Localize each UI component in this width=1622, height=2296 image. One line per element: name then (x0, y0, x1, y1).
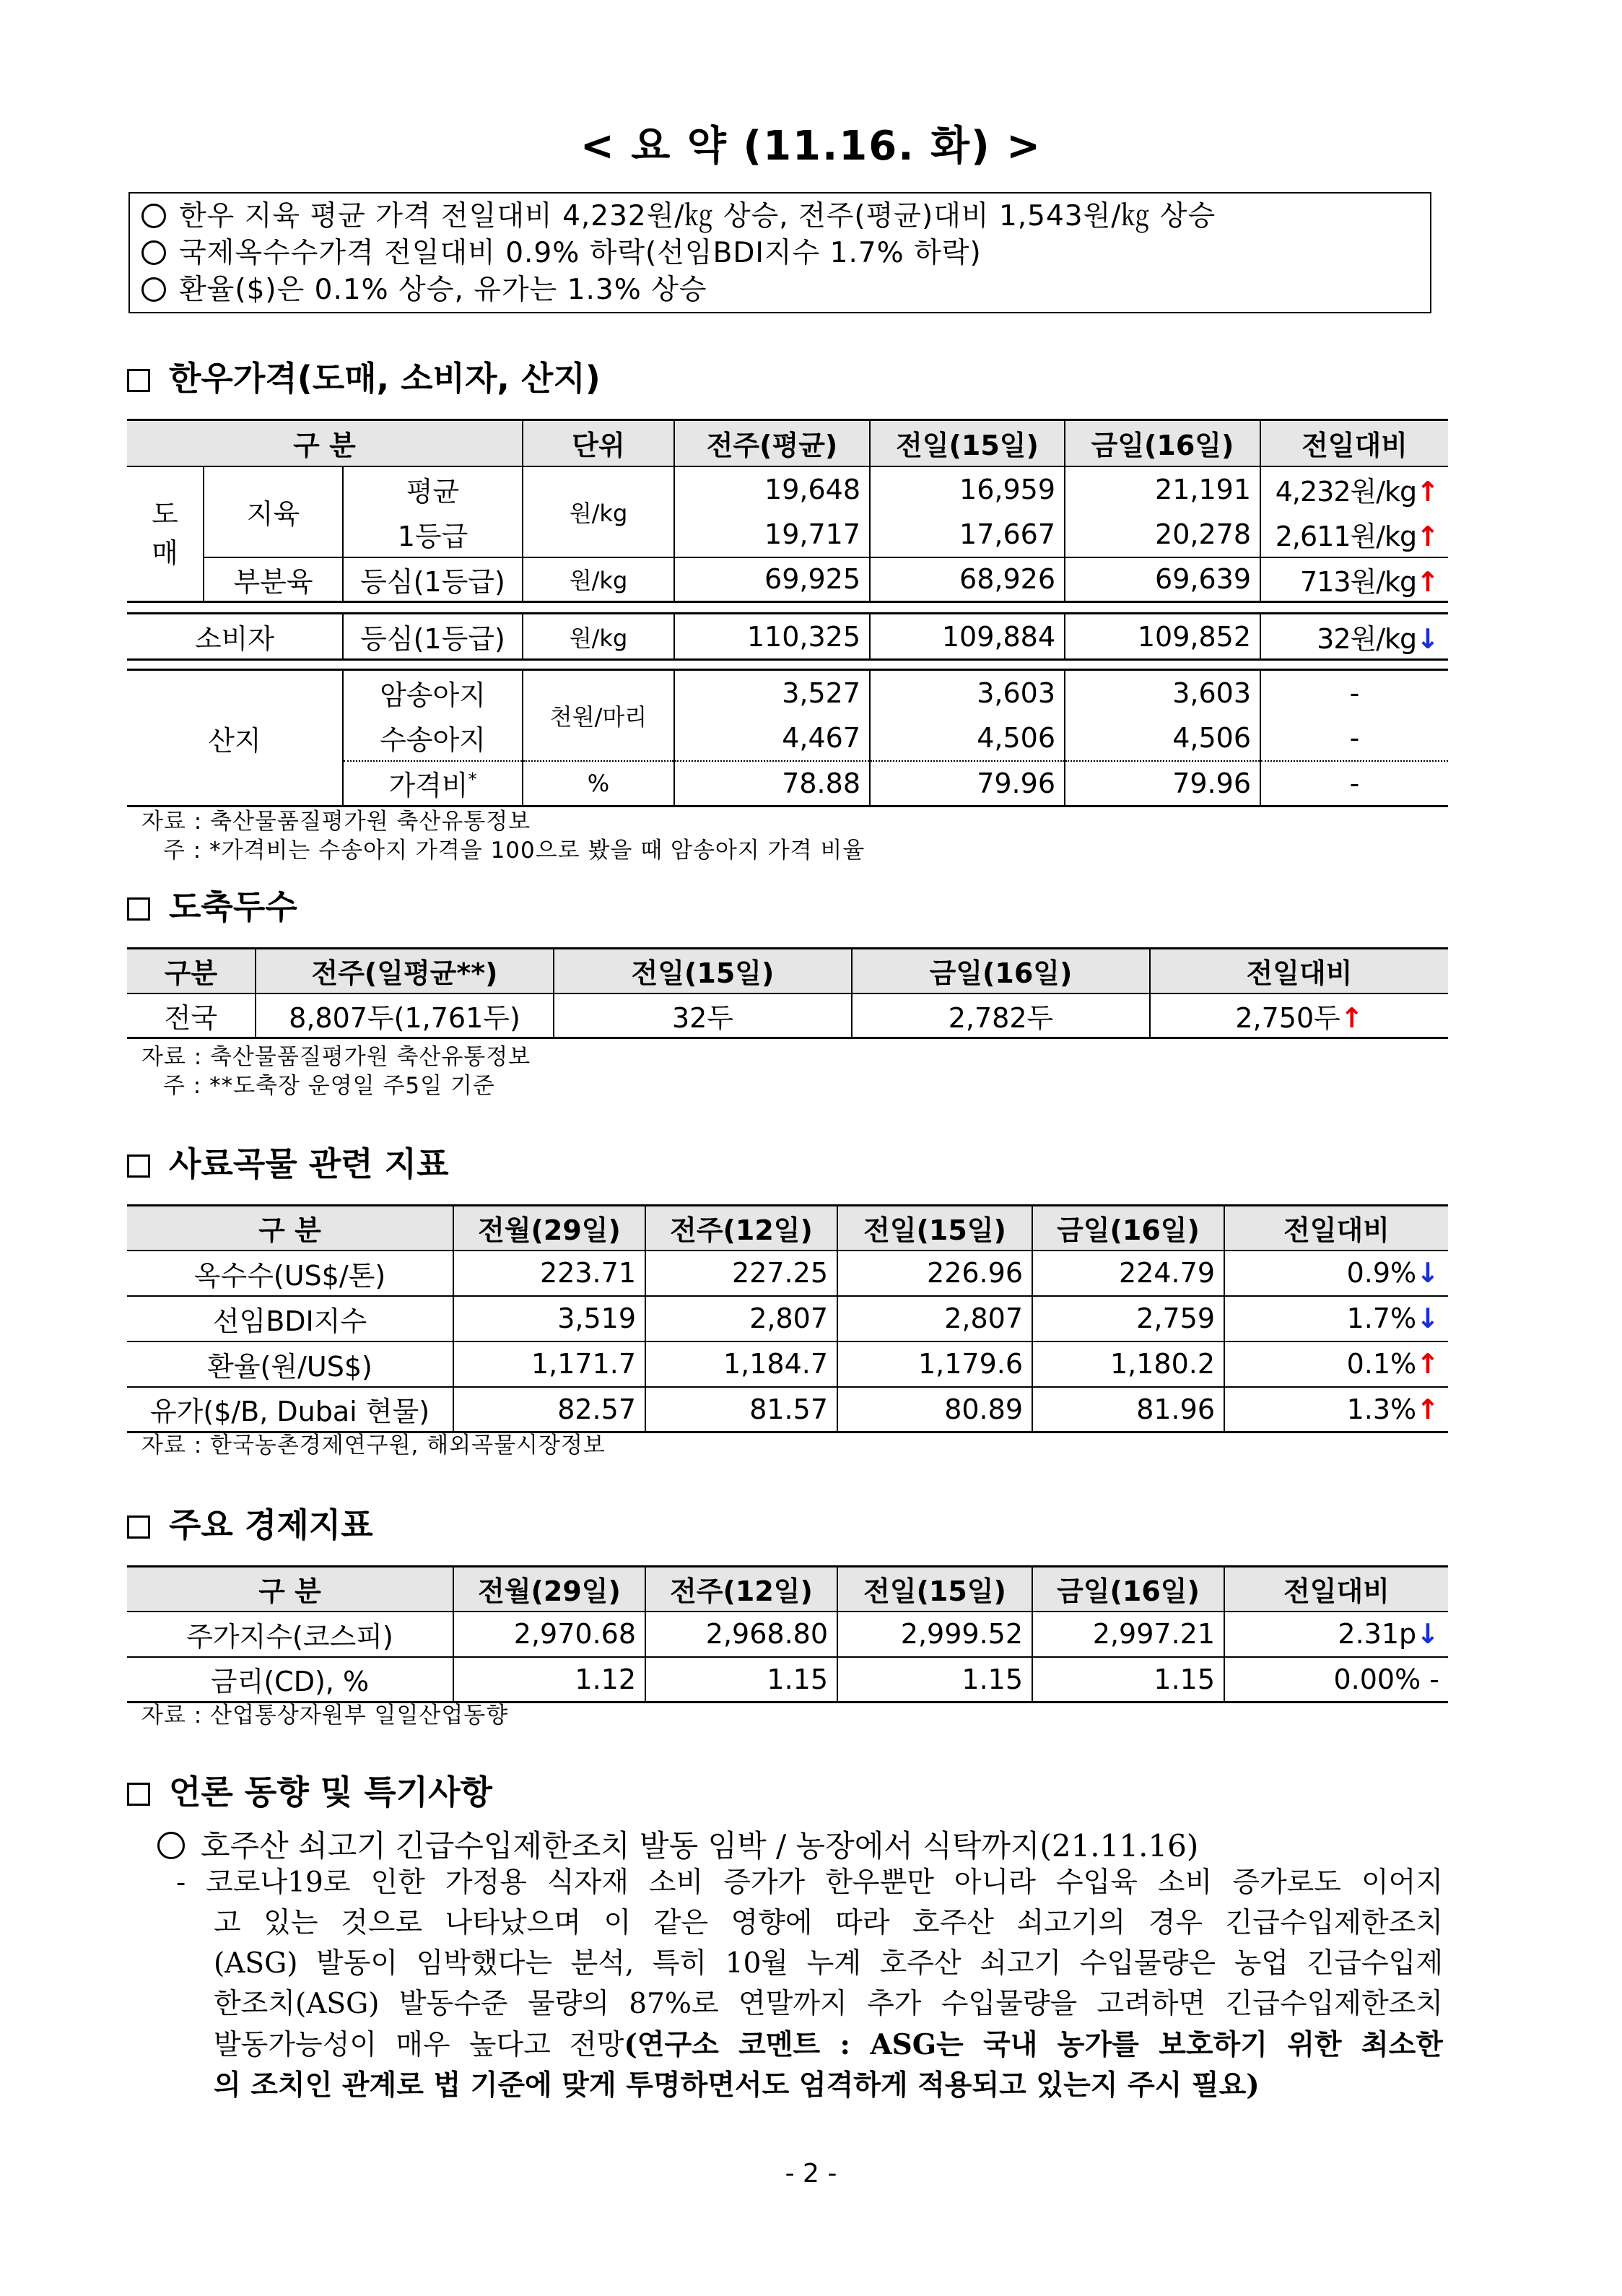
up-arrow-icon: ↑ (1416, 476, 1439, 508)
header-cell: 구 분 (127, 420, 523, 466)
table-cell: 2,997.21 (1032, 1612, 1224, 1657)
circle-bullet-icon (157, 1832, 185, 1859)
change-cell: 713원/kg↑ (1260, 557, 1448, 602)
table-cell: 227.25 (645, 1251, 837, 1296)
table-cell: 1.12 (453, 1657, 645, 1703)
table-cell: 80.89 (837, 1387, 1032, 1432)
table-cell: - (1260, 761, 1448, 806)
header-cell: 전일(15일) (837, 1206, 1032, 1251)
flat-dash-icon: - (1429, 1663, 1439, 1695)
table-cell: 19,648 (674, 466, 870, 512)
table-row (127, 1387, 1448, 1432)
header-cell: 전일대비 (1224, 1567, 1448, 1612)
header-cell: 전주(평균) (674, 420, 870, 466)
header-cell: 전월(29일) (453, 1567, 645, 1612)
table-cell: 68,926 (870, 557, 1065, 602)
table-cell: 2,970.68 (453, 1612, 645, 1657)
table-cell: 79.96 (870, 761, 1065, 806)
table-row (127, 557, 1448, 602)
consumer-price-table (127, 612, 1448, 661)
table-row (127, 466, 1448, 512)
up-arrow-icon: ↑ (1340, 1001, 1364, 1034)
table-row (127, 1296, 1448, 1341)
table-cell: 4,467 (674, 716, 870, 761)
table-cell: 223.71 (453, 1251, 645, 1296)
header-cell: 금일(16일) (1065, 420, 1260, 466)
table-cell: 2,968.80 (645, 1612, 837, 1657)
down-arrow-icon: ↓ (1416, 1257, 1439, 1289)
down-arrow-icon: ↓ (1416, 1618, 1439, 1650)
table-cell: - (1260, 670, 1448, 716)
table-cell: 3,527 (674, 670, 870, 716)
footnote: 주 : **도축장 운영일 주5일 기준 (163, 1073, 495, 1099)
news-title: 호주산 쇠고기 긴급수입제한조치 발동 임박 / 농장에서 식탁까지(21.11.16) (157, 1822, 1198, 1866)
table-cell: 1,171.7 (453, 1341, 645, 1387)
header-cell: 구분 (127, 949, 256, 993)
section-heading-hanwoo: 한우가격(도매, 소비자, 산지) (127, 352, 601, 400)
change-cell: 0.00% - (1224, 1657, 1448, 1703)
table-cell: 32두 (554, 993, 852, 1038)
change-cell: 32원/kg↓ (1260, 614, 1448, 660)
header-cell: 전일대비 (1150, 949, 1448, 993)
hanwoo-price-table (127, 419, 1448, 603)
table-cell: 선임BDI지수 (127, 1296, 453, 1341)
table-cell: 69,925 (674, 557, 870, 602)
news-body (176, 1863, 1443, 2105)
table-cell: 4,506 (1065, 716, 1260, 761)
table-row (127, 670, 1448, 716)
table-cell: - (1260, 716, 1448, 761)
table-cell: 가격비* (343, 761, 523, 806)
change-cell: 4,232원/kg↑ (1260, 466, 1448, 512)
table-row (127, 1657, 1448, 1703)
table-cell: 1.15 (1032, 1657, 1224, 1703)
summary-line: 국제옥수수가격 전일대비 0.9% 하락(선임BDI지수 1.7% 하락) (141, 235, 1430, 271)
up-arrow-icon: ↑ (1416, 1348, 1439, 1380)
source-note: 자료 : 한국농촌경제연구원, 해외곡물시장정보 (141, 1432, 606, 1458)
change-cell: 0.9%↓ (1224, 1251, 1448, 1296)
table-row (127, 993, 1448, 1038)
table-cell: 2,999.52 (837, 1612, 1032, 1657)
circle-bullet-icon (141, 204, 166, 228)
table-cell: % (523, 761, 674, 806)
circle-bullet-icon (141, 240, 166, 265)
table-cell: 21,191 (1065, 466, 1260, 512)
page-title: < 요 약 (11.16. 화) > (580, 123, 1042, 170)
table-cell: 원/kg (523, 614, 674, 660)
table-cell: 1,180.2 (1032, 1341, 1224, 1387)
table-cell: 평균 (343, 466, 523, 512)
table-cell: 81.96 (1032, 1387, 1224, 1432)
table-cell: 1,179.6 (837, 1341, 1032, 1387)
change-cell: 0.1%↑ (1224, 1341, 1448, 1387)
table-cell: 2,759 (1032, 1296, 1224, 1341)
table-cell: 금리(CD), % (127, 1657, 453, 1703)
square-bullet-icon (127, 897, 150, 921)
change-cell: 2,611원/kg↑ (1260, 512, 1448, 557)
table-cell: 3,603 (1065, 670, 1260, 716)
table-cell: 20,278 (1065, 512, 1260, 557)
header-cell: 금일(16일) (1032, 1206, 1224, 1251)
change-cell: 2,750두↑ (1150, 993, 1448, 1038)
table-cell: 82.57 (453, 1387, 645, 1432)
news-line: - 코로나19로 인한 가정용 식자재 소비 증가가 한우뿐만 아니라 수입육 소비 증가로도 이어지 (176, 1866, 1443, 1899)
economy-indicator-table (127, 1565, 1448, 1703)
source-note: 자료 : 축산물품질평가원 축산유통정보 (141, 1044, 531, 1070)
source-note: 자료 : 축산물품질평가원 축산유통정보 (141, 809, 531, 835)
table-cell: 산지 (127, 670, 343, 806)
header-cell: 전주(12일) (645, 1567, 837, 1612)
table-cell: 환율(원/US$) (127, 1341, 453, 1387)
header-cell: 전일(15일) (554, 949, 852, 993)
table-cell: 소비자 (194, 623, 275, 655)
footnote: 주 : *가격비는 수송아지 가격을 100으로 봤을 때 암송아지 가격 비율 (163, 838, 865, 864)
header-cell: 전주(12일) (645, 1206, 837, 1251)
table-cell: 전국 (164, 1001, 218, 1034)
header-cell: 전일대비 (1224, 1206, 1448, 1251)
square-bullet-icon (127, 1154, 150, 1178)
summary-line: 환율($)은 0.1% 상승, 유가는 1.3% 상승 (141, 271, 1430, 308)
table-cell: 암송아지 (343, 670, 523, 716)
change-cell: 1.7%↓ (1224, 1296, 1448, 1341)
header-cell: 단위 (523, 420, 674, 466)
farm-price-table (127, 669, 1448, 807)
table-cell: 원/kg (523, 466, 674, 557)
summary-line: 한우 지육 평균 가격 전일대비 4,232원/㎏ 상승, 전주(평균)대비 1,543원/㎏ 상승 (141, 198, 1430, 235)
table-cell: 69,639 (1065, 557, 1260, 602)
wholesale-label: 도 매 (152, 498, 178, 570)
section-heading-economy: 주요 경제지표 (127, 1499, 373, 1547)
research-comment: 의 조치인 관계로 법 기준에 맞게 투명하면서도 엄격하게 적용되고 있는지 주시 필요) (214, 2069, 1260, 2102)
table-cell: 2,807 (837, 1296, 1032, 1341)
section-heading-slaughter: 도축두수 (127, 881, 297, 929)
table-row (127, 1612, 1448, 1657)
section-heading-news: 언론 동향 및 특기사항 (127, 1766, 492, 1814)
header-cell: 구 분 (127, 1567, 453, 1612)
header-cell: 금일(16일) (852, 949, 1150, 993)
research-comment: (연구소 코멘트 : ASG는 국내 농가를 보호하기 위한 최소한 (624, 2028, 1443, 2061)
news-line: 한조치(ASG) 발동수준 물량의 87%로 연말까지 추가 수입물량을 고려하면 긴급수입제한조치 (214, 1988, 1443, 2020)
table-cell: 1,184.7 (645, 1341, 837, 1387)
table-cell: 4,506 (870, 716, 1065, 761)
table-cell: 수송아지 (343, 716, 523, 761)
header-cell: 전일(15일) (837, 1567, 1032, 1612)
header-cell: 전일대비 (1260, 420, 1448, 466)
up-arrow-icon: ↑ (1416, 521, 1439, 552)
table-cell: 8,807두(1,761두) (256, 993, 554, 1038)
slaughter-table (127, 947, 1448, 1039)
table-row (127, 1341, 1448, 1387)
change-cell: 2.31p↓ (1224, 1612, 1448, 1657)
header-cell: 전일(15일) (870, 420, 1065, 466)
table-cell: 2,807 (645, 1296, 837, 1341)
table-cell: 78.88 (674, 761, 870, 806)
down-arrow-icon: ↓ (1416, 623, 1439, 655)
news-line: 발동가능성이 매우 높다고 전망(연구소 코멘트 : ASG는 국내 농가를 보호하기 위한 최소한 (214, 2028, 1443, 2061)
table-cell: 16,959 (870, 466, 1065, 512)
table-cell: 81.57 (645, 1387, 837, 1432)
header-cell: 구 분 (127, 1206, 453, 1251)
summary-box (128, 192, 1431, 313)
square-bullet-icon (127, 369, 150, 392)
page-number: - 2 - (785, 2159, 837, 2188)
table-row (127, 614, 1448, 660)
table-cell: 1.15 (645, 1657, 837, 1703)
news-line: (ASG) 발동이 임박했다는 분석, 특히 10월 누계 호주산 쇠고기 수입물량은 농업 긴급수입제 (214, 1947, 1443, 1980)
table-cell: 옥수수(US$/톤) (193, 1259, 386, 1292)
table-cell: 226.96 (837, 1251, 1032, 1296)
table-cell: 원/kg (523, 557, 674, 602)
up-arrow-icon: ↑ (1416, 565, 1439, 598)
square-bullet-icon (127, 1516, 150, 1539)
table-cell: 부분육 (204, 557, 343, 602)
change-cell: 1.3%↑ (1224, 1387, 1448, 1432)
section-heading-feed: 사료곡물 관련 지표 (127, 1138, 449, 1186)
table-cell: 1등급 (343, 512, 523, 557)
table-cell: 3,603 (870, 670, 1065, 716)
news-line: 고 있는 것으로 나타났으며 이 같은 영향에 따라 호주산 쇠고기의 경우 긴급수입제한조치 (214, 1907, 1443, 1939)
table-cell: 천원/마리 (523, 670, 674, 761)
table-cell: 1.15 (837, 1657, 1032, 1703)
table-cell: 주가지수(코스피) (186, 1620, 393, 1653)
table-cell: 109,884 (870, 614, 1065, 660)
header-cell: 금일(16일) (1032, 1567, 1224, 1612)
table-cell: 2,782두 (852, 993, 1150, 1038)
table-cell: 110,325 (674, 614, 870, 660)
down-arrow-icon: ↓ (1416, 1303, 1439, 1334)
table-cell: 유가($/B, Dubai 현물) (127, 1387, 453, 1432)
feed-indicator-table (127, 1204, 1448, 1433)
table-cell: 등심(1등급) (343, 557, 523, 602)
up-arrow-icon: ↑ (1416, 1393, 1439, 1425)
table-cell: 17,667 (870, 512, 1065, 557)
circle-bullet-icon (141, 277, 166, 302)
carcass-label: 지육 (204, 466, 343, 557)
header-cell: 전주(일평균**) (256, 949, 554, 993)
table-cell: 3,519 (453, 1296, 645, 1341)
square-bullet-icon (127, 1783, 150, 1806)
news-line (176, 2065, 1443, 2105)
source-note: 자료 : 산업통상자원부 일일산업동향 (141, 1703, 509, 1728)
table-cell: 등심(1등급) (343, 614, 523, 660)
table-cell: 19,717 (674, 512, 870, 557)
table-cell: 109,852 (1065, 614, 1260, 660)
header-cell: 전월(29일) (453, 1206, 645, 1251)
table-cell: 224.79 (1032, 1251, 1224, 1296)
table-cell: 79.96 (1065, 761, 1260, 806)
table-row (127, 1251, 1448, 1296)
